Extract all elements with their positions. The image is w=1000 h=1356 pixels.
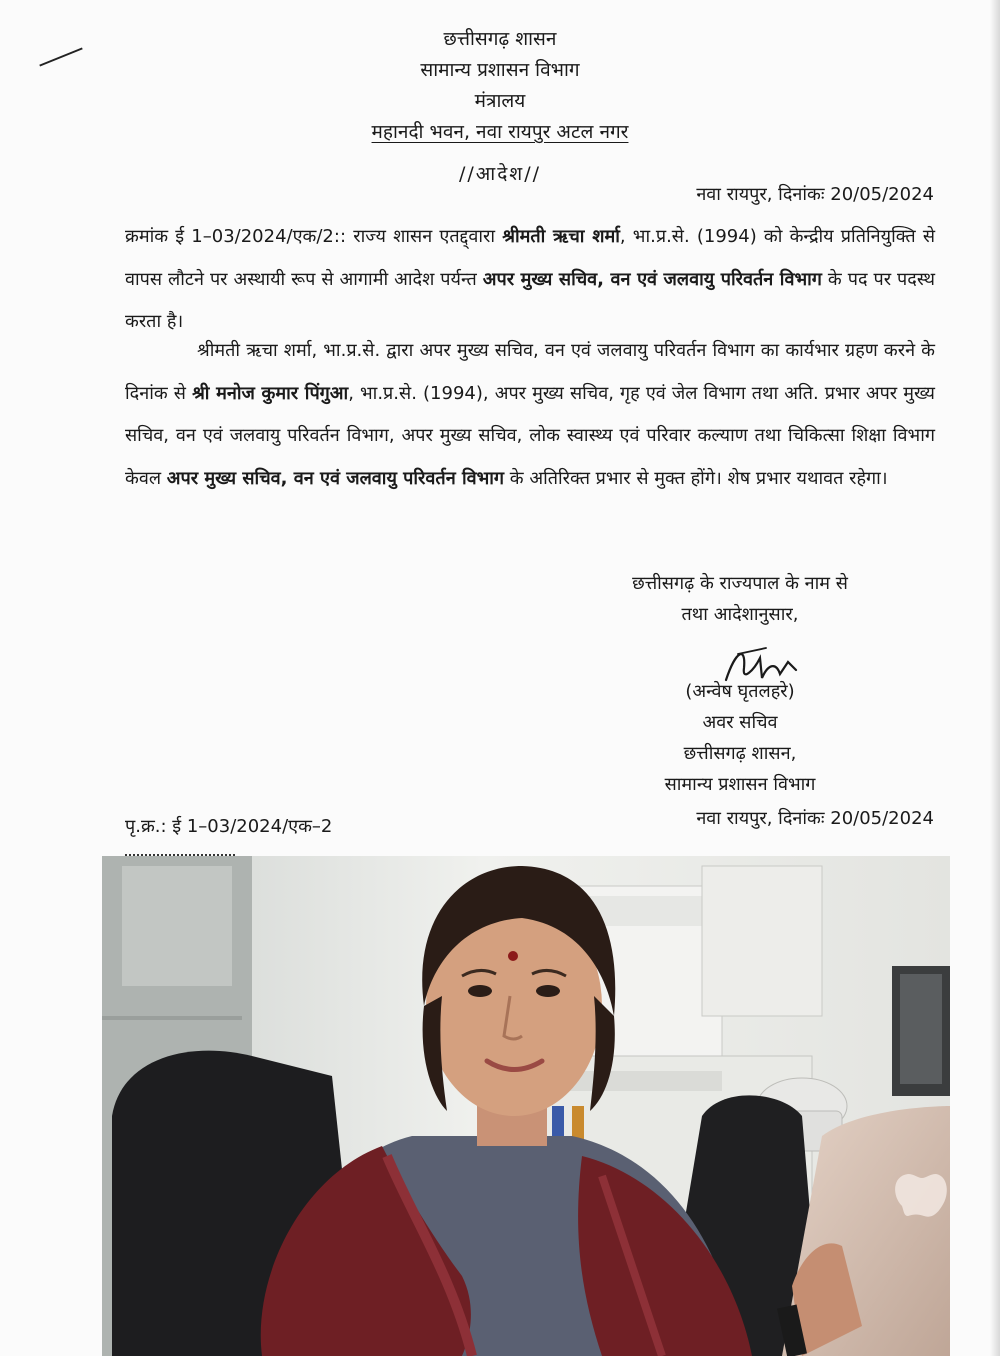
paragraph2-text-c: के अतिरिक्त प्रभार से मुक्त होंगे। शेष प्रभार यथावत रहेगा। bbox=[504, 467, 888, 489]
endorsement-reference: पृ.क्र.: ई 1–03/2024/एक–2 bbox=[125, 816, 333, 837]
letterhead-ministry: मंत्रालय bbox=[474, 90, 526, 112]
signatory-block bbox=[560, 676, 920, 800]
dateline-top: नवा रायपुर, दिनांकः 20/05/2024 bbox=[696, 184, 934, 205]
authority-order: तथा आदेशानुसार, bbox=[681, 604, 799, 625]
officer-photo-drawing bbox=[102, 856, 950, 1356]
paragraph2-text-b: , भा.प्र.से. (1994), अपर मुख्य सचिव, गृह एवं जेल विभाग तथा अति. प्रभार अपर मुख्य सचिव, वन एवं जलवायु परिवर्तन विभाग, अपर मुख्य सचिव, लोक स्वास्थ्य एवं परिवार कल्याण तथा चिकित्सा शिक्षा विभाग केवल bbox=[125, 382, 935, 489]
officer-photo bbox=[102, 856, 950, 1356]
letterhead bbox=[0, 24, 1000, 148]
posting-designation: अपर मुख्य सचिव, वन एवं जलवायु परिवर्तन विभाग bbox=[482, 268, 822, 290]
letterhead-department: सामान्य प्रशासन विभाग bbox=[420, 59, 580, 81]
letterhead-address: महानदी भवन, नवा रायपुर अटल नगर bbox=[371, 121, 629, 143]
signatory-office: छत्तीसगढ़ शासन, bbox=[683, 743, 797, 764]
page-edge-shadow bbox=[990, 0, 1000, 1356]
letterhead-government: छत्तीसगढ़ शासन bbox=[443, 28, 557, 50]
signatory-name: (अन्वेष घृतलहरे) bbox=[685, 681, 795, 702]
dateline-bottom: नवा रायपुर, दिनांकः 20/05/2024 bbox=[696, 808, 934, 829]
officer-name-richa: श्रीमती ऋचा शर्मा bbox=[502, 226, 620, 247]
order-reference-number: क्रमांक ई 1–03/2024/एक/2:: bbox=[125, 226, 347, 247]
signatory-department: सामान्य प्रशासन विभाग bbox=[664, 774, 816, 795]
paragraph2-text-a: श्रीमती ऋचा शर्मा, भा.प्र.से. द्वारा अपर मुख्य सचिव, वन एवं जलवायु परिवर्तन विभाग का कार्यभार ग्रहण करने के दिनांक से bbox=[125, 340, 935, 404]
signatory-designation: अवर सचिव bbox=[702, 712, 778, 733]
paragraph1-text-b: , भा.प्र.से. (1994) को केन्द्रीय प्रतिनियुक्ति से वापस लौटने पर अस्थायी रूप से आगामी आदेश पर्यन्त bbox=[125, 226, 935, 290]
paragraph1-text-a: राज्य शासन एतद्द्वारा bbox=[346, 226, 503, 247]
relieved-designation: अपर मुख्य सचिव, वन एवं जलवायु परिवर्तन विभाग bbox=[166, 467, 505, 489]
authority-governor: छत्तीसगढ़ के राज्यपाल के नाम से bbox=[632, 573, 848, 594]
order-title: //आदेश// bbox=[458, 163, 542, 185]
order-paragraph-2 bbox=[125, 330, 935, 500]
paragraph1-text-c: के पद पर पदस्थ करता है। bbox=[125, 268, 935, 332]
authority-line bbox=[560, 568, 920, 630]
officer-name-manoj: श्री मनोज कुमार पिंगुआ bbox=[192, 382, 349, 404]
order-paragraph-1 bbox=[125, 216, 935, 344]
